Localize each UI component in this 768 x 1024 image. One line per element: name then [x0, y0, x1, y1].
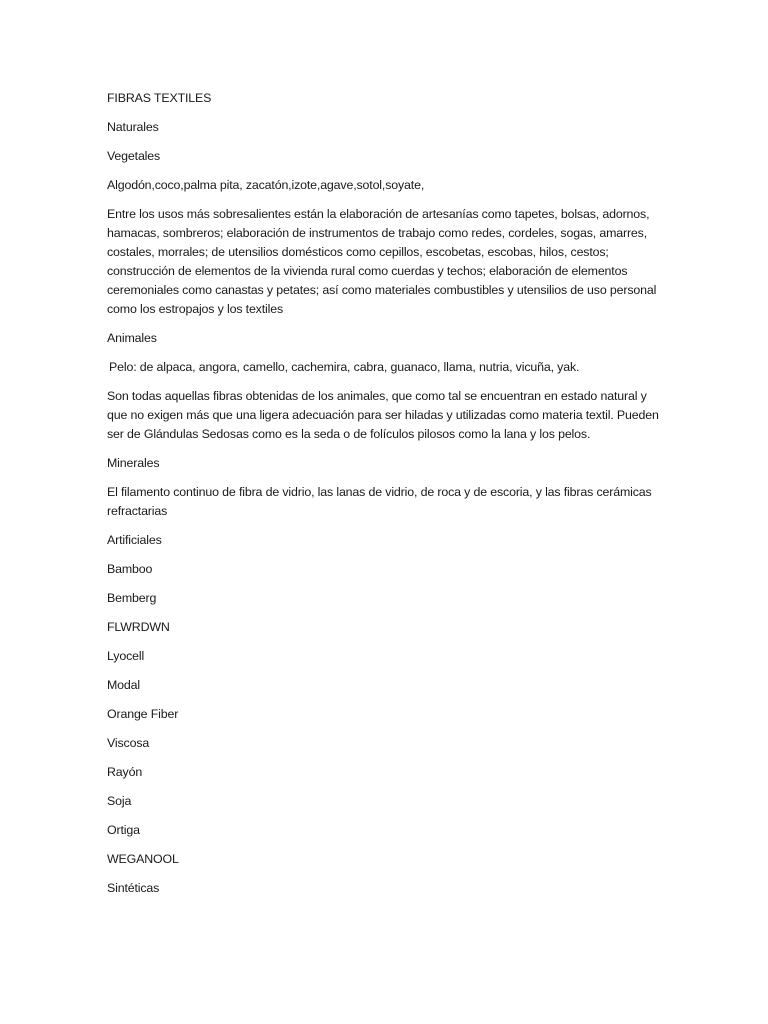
list-item: FLWRDWN — [107, 620, 170, 634]
subsection-minerales: Minerales — [107, 456, 160, 470]
heading-fibras-textiles: FIBRAS TEXTILES — [107, 91, 212, 105]
subsection-animales: Animales — [107, 331, 157, 345]
list-item: Bamboo — [107, 562, 153, 576]
subsection-vegetales: Vegetales — [107, 149, 161, 163]
animal-hair-list: Pelo: de alpaca, angora, camello, cachemira, cabra, guanaco, llama, nutria, vicuña, yak. — [109, 360, 580, 374]
list-item: Ortiga — [107, 823, 140, 837]
list-item: Soja — [107, 794, 132, 808]
animal-fibers-paragraph: Son todas aquellas fibras obtenidas de los animales, que como tal se encuentran en estado natural y que no exigen más que una ligera adecuación para ser hiladas y utilizadas como materia textil. Pueden ser de Glándulas Sedosas como es la seda o de folículos pilosos como la lana y los pelos. — [107, 389, 659, 441]
vegetal-fibers-list: Algodón,coco,palma pita, zacatón,izote,agave,sotol,soyate, — [107, 178, 425, 192]
section-naturales: Naturales — [107, 120, 159, 134]
list-item: Bemberg — [107, 591, 157, 605]
list-item: Modal — [107, 678, 140, 692]
list-item: Lyocell — [107, 649, 145, 663]
list-item: Rayón — [107, 765, 143, 779]
section-artificiales: Artificiales — [107, 533, 162, 547]
list-item: Orange Fiber — [107, 707, 179, 721]
vegetal-uses-paragraph: Entre los usos más sobresalientes están la elaboración de artesanías como tapetes, bolsas, adornos, hamacas, sombreros; elaboración de instrumentos de trabajo como redes, cordeles, sogas, amarres, costales, morrales; de utensilios domésticos como cepillos, escobetas, escobas, hilos, cestos; construcción de elementos de la vivienda rural como cuerdas y techos; elaboración de elementos ceremoniales como canastas y petates; así como materiales combustibles y utensilios de uso personal como los estropajos y los textiles — [107, 207, 657, 316]
document-body — [107, 89, 667, 908]
list-item: Viscosa — [107, 736, 150, 750]
section-sinteticas: Sintéticas — [107, 881, 160, 895]
list-item: WEGANOOL — [107, 852, 179, 866]
mineral-fibers-paragraph: El filamento continuo de fibra de vidrio, las lanas de vidrio, de roca y de escoria, y las fibras cerámicas refractarias — [107, 485, 652, 518]
